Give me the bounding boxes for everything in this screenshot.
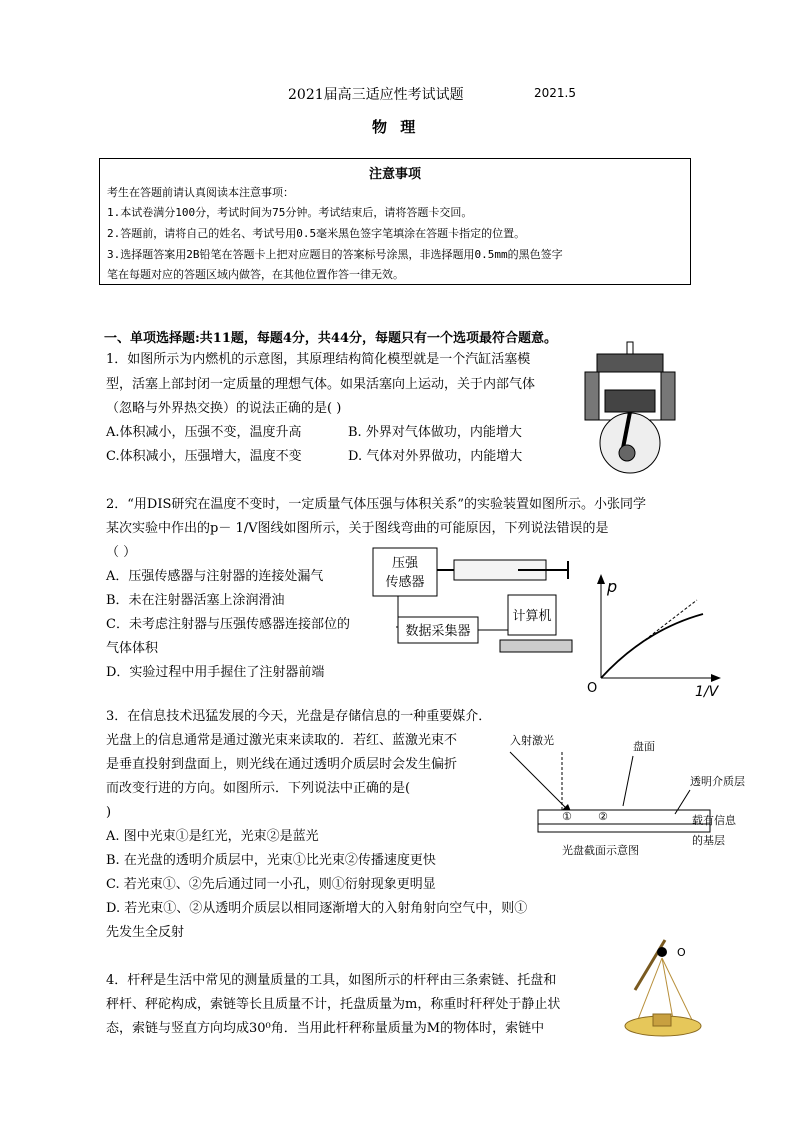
q2-option-a: A．压强传感器与注射器的连接处漏气 <box>106 569 324 584</box>
notice-box <box>99 158 691 285</box>
q2-option-c-cont: 气体体积 <box>106 641 159 656</box>
subject-title: 物 理 <box>372 118 420 136</box>
q1-option-a: A.体积减小，压强不变，温度升高 <box>106 425 302 440</box>
q3-line: 而改变行进的方向。如图所示．下列说法中正确的是( <box>106 781 411 796</box>
layer-label: 透明介质层 <box>690 775 745 788</box>
pivot-label: O <box>677 946 686 959</box>
q3-option-d: D. 若光束①、②从透明介质层以相同逐渐增大的入射角射向空气中，则① <box>106 901 528 916</box>
q3-option-d-cont: 先发生全反射 <box>106 925 185 940</box>
q3-line: 光盘上的信息通常是通过激光束来读取的．若红、蓝激光束不 <box>106 733 458 748</box>
laser-label: 入射激光 <box>510 734 554 747</box>
q2-line: 某次实验中作出的p－ 1/V图线如图所示，关于图线弯曲的可能原因，下列说法错误的是 <box>106 521 609 536</box>
q2-line: 2．“用DIS研究在温度不变时，一定质量气体压强与体积关系”的实验装置如图所示。小张同学 <box>106 497 647 512</box>
collector-label: 数据采集器 <box>405 624 471 639</box>
base-label-1: 载有信息 <box>692 814 736 827</box>
disc-label: 盘面 <box>633 740 655 753</box>
beam-2-label: ② <box>598 810 608 823</box>
p-v-graph <box>585 570 725 730</box>
engine-figure <box>575 340 685 480</box>
q4-line: 秤杆、秤砣构成，索链等长且质量不计，托盘质量为m，称重时秆秤处于静止状 <box>106 997 561 1012</box>
q2-option-b: B．未在注射器活塞上涂润滑油 <box>106 593 285 608</box>
section-heading: 一、单项选择题:共11题，每题4分，共44分，每题只有一个选项最符合题意。 <box>104 331 558 346</box>
q3-option-b: B. 在光盘的透明介质层中，光束①比光束②传播速度更快 <box>106 853 436 868</box>
sensor-label-2: 传感器 <box>385 575 425 590</box>
q4-line: 态，索链与竖直方向均成30⁰角．当用此杆秤称量质量为M的物体时，索链中 <box>106 1021 545 1036</box>
q1-line: （忽略与外界热交换）的说法正确的是( ) <box>106 401 342 416</box>
graph-origin: O <box>587 681 598 696</box>
disc-caption: 光盘截面示意图 <box>562 844 639 857</box>
q2-line: （ ） <box>106 545 137 560</box>
q3-option-a: A. 图中光束①是红光，光束②是蓝光 <box>106 829 319 844</box>
notice-line: 考生在答题前请认真阅读本注意事项： <box>107 186 294 199</box>
notice-line: 1.本试卷满分100分，考试时间为75分钟。考试结束后，请将答题卡交回。 <box>107 206 473 219</box>
notice-line: 笔在每题对应的答题区域内做答，在其他位置作答一律无效。 <box>107 268 404 281</box>
q1-line: 型，活塞上部封闭一定质量的理想气体。如果活塞向上运动，关于内部气体 <box>106 377 536 392</box>
exam-date: 2021.5 <box>534 86 576 100</box>
notice-heading: 注意事项 <box>368 167 421 182</box>
beam-1-label: ① <box>562 810 572 823</box>
computer-label: 计算机 <box>512 609 552 624</box>
q3-line: 是垂直投射到盘面上，则光线在通过透明介质层时会发生偏折 <box>106 757 458 772</box>
sensor-label-1: 压强 <box>391 556 419 571</box>
q3-line: 3．在信息技术迅猛发展的今天，光盘是存储信息的一种重要媒介． <box>106 709 492 724</box>
q2-option-c: C．未考虑注射器与压强传感器连接部位的 <box>106 617 350 632</box>
graph-x-label: 1/V <box>695 684 719 700</box>
q4-line: 4．杆秤是生活中常见的测量质量的工具，如图所示的杆秤由三条索链、托盘和 <box>106 973 557 988</box>
exam-title: 2021届高三适应性考试试题 <box>288 87 464 103</box>
q1-option-d: D. 气体对外界做功，内能增大 <box>348 449 523 464</box>
notice-line: 3.选择题答案用2B铅笔在答题卡上把对应题目的答案标号涂黑，非选择题用0.5mm的黑色签字 <box>107 248 563 261</box>
q1-option-c: C.体积减小，压强增大，温度不变 <box>106 449 302 464</box>
notice-line: 2.答题前，请将自己的姓名、考试号用0.5毫米黑色签字笔填涂在答题卡指定的位置。 <box>107 227 526 240</box>
q3-line: ) <box>106 805 112 820</box>
disc-section-figure <box>500 730 760 865</box>
graph-y-label: p <box>607 577 618 596</box>
base-label-2: 的基层 <box>692 834 725 847</box>
q2-option-d: D．实验过程中用手握住了注射器前端 <box>106 665 325 680</box>
dis-apparatus-figure <box>368 545 578 665</box>
q1-option-b: B. 外界对气体做功，内能增大 <box>348 425 522 440</box>
steelyard-figure <box>615 930 725 1060</box>
q3-option-c: C. 若光束①、②先后通过同一小孔，则①衍射现象更明显 <box>106 877 436 892</box>
q1-line: 1．如图所示为内燃机的示意图，其原理结构简化模型就是一个汽缸活塞模 <box>106 352 531 367</box>
